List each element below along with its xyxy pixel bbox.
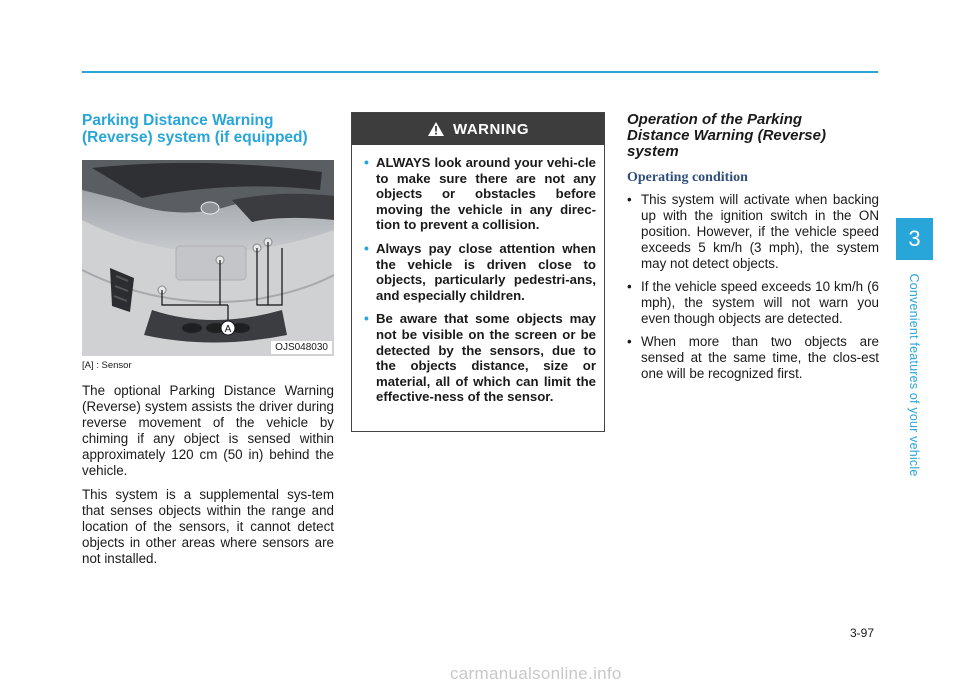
rear-bumper-illustration (82, 160, 334, 356)
operating-condition-list (627, 192, 879, 382)
bullet-icon: • (627, 334, 632, 349)
section-title-line-2: (Reverse) system (if equipped) (82, 129, 308, 146)
warning-heading: WARNING (453, 120, 529, 138)
list-item-text: When more than two objects are sensed at the same time, the clos-est one will be recognized first. (641, 334, 879, 381)
warning-item-text: ALWAYS look around your vehi-cle to make sure there are not any objects or obstacles before moving the vehicle in any direc-tion to prevent a collision. (376, 155, 596, 233)
warning-triangle-icon (427, 121, 445, 137)
left-column (82, 112, 334, 567)
watermark: carmanualsonline.info (450, 664, 622, 683)
operation-title-line-3: system (627, 143, 679, 160)
bullet-icon: • (627, 279, 632, 294)
top-rule (82, 71, 878, 73)
warning-list (352, 145, 604, 405)
list-item-text: This system will activate when backing up with the ignition switch in the ON position. However, if the vehicle speed exceeds 5 km/h (3 mph), the system may not detect objects. (641, 192, 879, 271)
warning-item-text: Always pay close attention when the vehicle is driven close to objects, particularly pedestri-ans, and especially children. (376, 240, 596, 303)
warning-header (352, 113, 604, 145)
operating-condition-subtitle: Operating condition (627, 170, 748, 185)
operation-title (627, 112, 879, 160)
list-item (627, 192, 879, 272)
page-number: 3-97 (850, 626, 875, 640)
bullet-dot-icon: • (364, 239, 369, 256)
section-title-line-1: Parking Distance Warning (82, 112, 274, 129)
right-column (627, 112, 879, 389)
bullet-dot-icon: • (364, 154, 369, 170)
warning-item-text: Be aware that some objects may not be visible on the screen or be detected by the sensors, due to the objects distance, size or material, all of which can limit the effective-ness of the sensor. (376, 311, 596, 405)
warning-box (351, 112, 605, 432)
figure-code: OJS048030 (271, 341, 332, 354)
list-item (627, 334, 879, 382)
figure-caption: [A] : Sensor (82, 360, 132, 371)
warning-item (366, 155, 596, 233)
supplemental-paragraph: This system is a supplemental sys-tem that senses objects within the range and location of the sensors, it cannot detect objects in other areas where sensors are not installed. (82, 487, 334, 566)
chapter-title: Convenient features of your vehicle (907, 273, 921, 477)
warning-item (366, 241, 596, 303)
operation-title-line-2: Distance Warning (Reverse) (627, 127, 826, 144)
operation-title-line-1: Operation of the Parking (627, 111, 803, 128)
chapter-tab: 3 (896, 218, 933, 260)
bullet-dot-icon: • (364, 310, 369, 327)
intro-paragraph: The optional Parking Distance Warning (Reverse) system assists the driver during reverse movement of the vehicle by chiming if any object is sensed within approximately 120 cm (50 in) behind the vehicle. (82, 383, 334, 478)
rear-bumper-photo (82, 160, 334, 356)
list-item-text: If the vehicle speed exceeds 10 km/h (6 mph), the system will not warn you even though objects are detected. (641, 279, 879, 326)
warning-item (366, 311, 596, 405)
bullet-icon: • (627, 192, 632, 207)
callout-label: A (224, 324, 232, 335)
list-item (627, 279, 879, 327)
section-title (82, 112, 334, 146)
